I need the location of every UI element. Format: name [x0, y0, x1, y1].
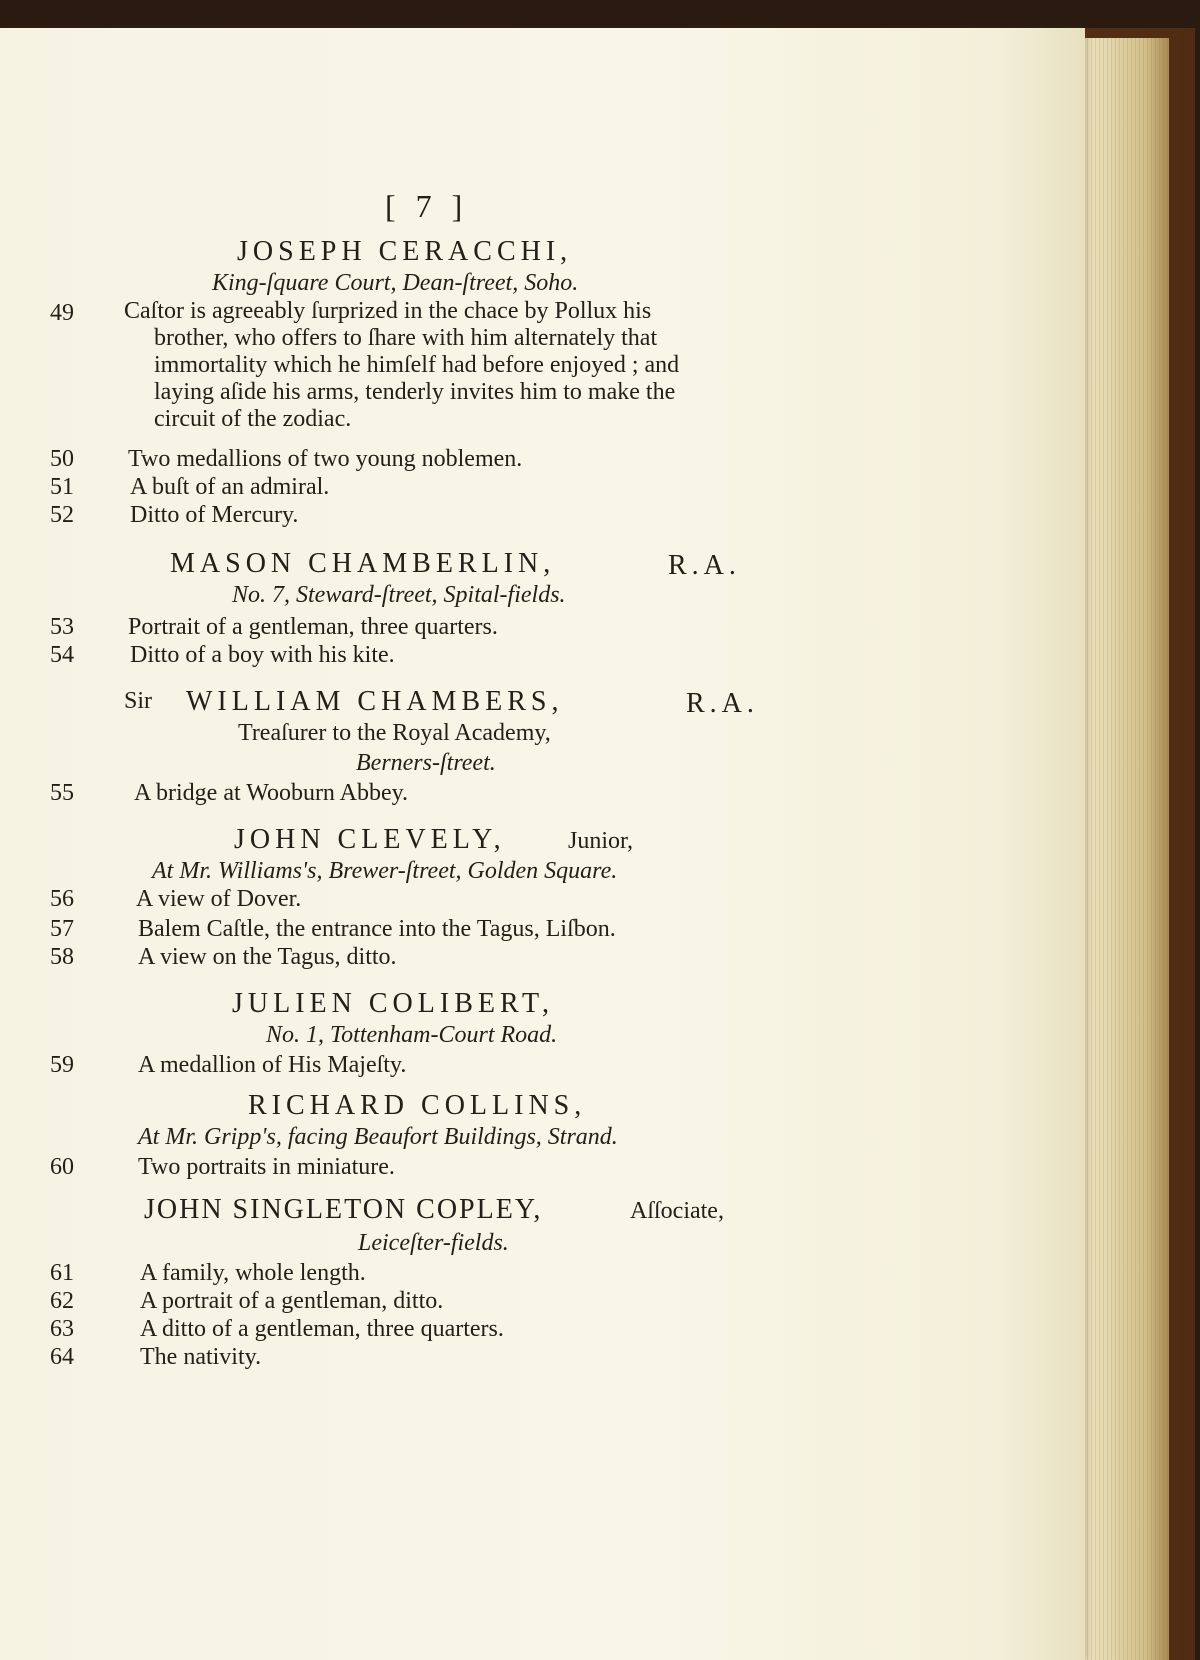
artist-address: No. 1, Tottenham-Court Road.	[266, 1022, 558, 1048]
catalogue-entry: Two medallions of two young noblemen.	[128, 446, 523, 472]
catalogue-number: 54	[50, 642, 74, 668]
catalogue-entry: Portrait of a gentleman, three quarters.	[128, 614, 498, 640]
catalogue-entry: Ditto of a boy with his kite.	[130, 642, 395, 668]
artist-name: WILLIAM CHAMBERS,	[186, 686, 564, 717]
artist-address: Leiceſter-fields.	[358, 1230, 509, 1256]
catalogue-entry: A view of Dover.	[136, 886, 302, 912]
artist-address: At Mr. Williams's, Brewer-ſtreet, Golden Square.	[152, 858, 618, 884]
artist-name: JOHN CLEVELY,	[234, 824, 506, 855]
catalogue-number: 59	[50, 1052, 74, 1078]
entry-line: immortality which he himſelf had before enjoyed ; and	[154, 352, 680, 378]
catalogue-entry: A buſt of an admiral.	[130, 474, 330, 500]
entry-line: brother, who offers to ſhare with him alternately that	[154, 325, 658, 351]
artist-address: King-ſquare Court, Dean-ſtreet, Soho.	[212, 270, 579, 296]
catalogue-entry: A view on the Tagus, ditto.	[138, 944, 397, 970]
catalogue-entry: A medallion of His Majeſty.	[138, 1052, 407, 1078]
catalogue-number: 56	[50, 886, 74, 912]
catalogue-number: 58	[50, 944, 74, 970]
artist-address: At Mr. Gripp's, facing Beaufort Buildings, Strand.	[138, 1124, 618, 1150]
catalogue-number: 51	[50, 474, 74, 500]
catalogue-entry: Ditto of Mercury.	[130, 502, 299, 528]
artist-title: R.A.	[668, 550, 741, 581]
entry-line: laying aſide his arms, tenderly invites him to make the	[154, 379, 676, 405]
artist-name: JOHN SINGLETON COPLEY,	[144, 1194, 543, 1225]
artist-title: Junior,	[568, 828, 634, 854]
catalogue-number: 62	[50, 1288, 74, 1314]
artist-position: Treaſurer to the Royal Academy,	[238, 720, 551, 746]
catalogue-number: 49	[50, 300, 74, 326]
catalogue-number: 57	[50, 916, 74, 942]
artist-name: RICHARD COLLINS,	[248, 1090, 587, 1121]
catalogue-entry: Two portraits in miniature.	[138, 1154, 395, 1180]
catalogue-number: 52	[50, 502, 74, 528]
catalogue-entry: A ditto of a gentleman, three quarters.	[140, 1316, 504, 1342]
catalogue-number: 64	[50, 1344, 74, 1370]
catalogue-entry: A portrait of a gentleman, ditto.	[140, 1288, 444, 1314]
entry-line: circuit of the zodiac.	[154, 406, 352, 432]
catalogue-entry: A bridge at Wooburn Abbey.	[134, 780, 409, 806]
artist-name: JULIEN COLIBERT,	[232, 988, 554, 1019]
catalogue-number: 60	[50, 1154, 74, 1180]
artist-title: R.A.	[686, 688, 759, 719]
catalogue-entry: Balem Caſtle, the entrance into the Tagus, Liſbon.	[138, 916, 616, 942]
artist-title: Aſſociate,	[630, 1198, 724, 1224]
catalogue-entry: A family, whole length.	[140, 1260, 366, 1286]
catalogue-number: 50	[50, 446, 74, 472]
book-page	[0, 28, 1085, 1660]
catalogue-number: 63	[50, 1316, 74, 1342]
catalogue-entry-paragraph	[124, 298, 824, 433]
artist-name: JOSEPH CERACCHI,	[237, 236, 573, 267]
entry-line: Caſtor is agreeably ſurprized in the chace by Pollux his	[124, 298, 652, 324]
artist-address: Berners-ſtreet.	[356, 750, 496, 776]
page-number: [ 7 ]	[385, 188, 469, 224]
catalogue-number: 61	[50, 1260, 74, 1286]
artist-name: MASON CHAMBERLIN,	[170, 548, 556, 579]
artist-address: No. 7, Steward-ſtreet, Spital-fields.	[232, 582, 566, 608]
catalogue-entry: The nativity.	[140, 1344, 262, 1370]
catalogue-number: 55	[50, 780, 74, 806]
catalogue-number: 53	[50, 614, 74, 640]
artist-honorific: Sir	[124, 688, 153, 714]
